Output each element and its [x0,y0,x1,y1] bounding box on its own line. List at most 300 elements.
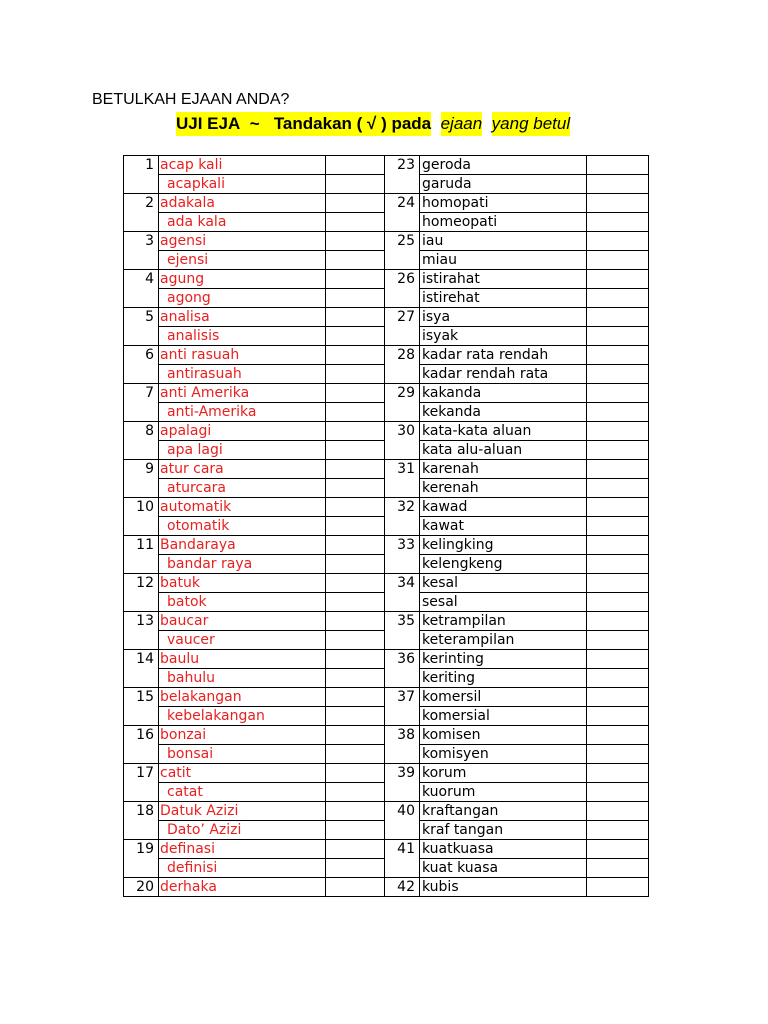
instruction-emphasis-yang-betul: yang betul [492,112,570,136]
question-number-text: 37 [397,689,415,705]
tick-box-a[interactable] [326,194,384,213]
spelling-options [420,232,587,270]
spelling-option-a: komersil [420,688,586,707]
question-row [124,536,649,574]
tick-answer-cell[interactable] [587,764,649,802]
question-number [124,422,159,460]
question-number-text: 39 [397,765,415,781]
spelling-option-a: bonzai [159,726,325,745]
spelling-option-b: batok [167,594,207,610]
question-row [124,840,649,878]
question-number-text: 9 [145,461,154,477]
tick-answer-cell[interactable] [326,346,385,384]
spelling-option-b: kebelakangan [167,708,265,724]
tick-box-a[interactable] [326,498,384,517]
tick-answer-cell[interactable] [587,878,649,897]
tick-box-b[interactable] [326,251,384,269]
question-number-text: 41 [397,841,415,857]
tick-box-b[interactable] [587,593,648,611]
spelling-option-b: aturcara [167,480,227,496]
tick-box-b[interactable] [326,859,384,877]
spelling-option-a: kawad [420,498,586,517]
tick-answer-cell[interactable] [326,308,385,346]
question-row [124,574,649,612]
question-number-text: 1 [145,157,154,173]
tick-box-a[interactable] [326,384,384,403]
tick-answer-cell[interactable] [326,270,385,308]
question-number [385,422,420,460]
question-number [124,802,159,840]
tick-box-b[interactable] [326,517,384,535]
question-number [124,688,159,726]
spelling-option-a: homopati [420,194,586,213]
tick-box-b[interactable] [587,403,648,421]
tick-box-a[interactable] [587,308,648,327]
spelling-options [159,688,326,726]
question-number-text: 40 [397,803,415,819]
tick-box-b[interactable] [587,479,648,497]
spelling-options [159,308,326,346]
spelling-option-a: kata-kata aluan [420,422,586,441]
spelling-option-a: belakangan [159,688,325,707]
spelling-option-a: catit [159,764,325,783]
spelling-option-a: baulu [159,650,325,669]
question-number-text: 31 [397,461,415,477]
tick-answer-cell[interactable] [587,688,649,726]
question-number [124,460,159,498]
tick-box-a[interactable] [326,840,384,859]
tick-box-a[interactable] [587,460,648,479]
spelling-options [159,802,326,840]
spelling-option-a: atur cara [159,460,325,479]
tick-box-a[interactable] [587,650,648,669]
tick-box-b[interactable] [326,669,384,687]
tick-box-b[interactable] [326,745,384,763]
question-row [124,688,649,726]
tick-answer-cell[interactable] [587,460,649,498]
spelling-option-b: apa lagi [167,442,223,458]
tick-box-b[interactable] [326,821,384,839]
tick-box-a[interactable] [587,878,648,896]
tick-answer-cell[interactable] [326,574,385,612]
tick-answer-cell[interactable] [326,840,385,878]
spelling-options [159,422,326,460]
tick-answer-cell[interactable] [587,232,649,270]
spelling-option-b: kuat kuasa [422,860,499,876]
spelling-options [159,270,326,308]
question-number [124,764,159,802]
question-row [124,764,649,802]
question-row [124,726,649,764]
spelling-options [159,764,326,802]
tick-box-a[interactable] [326,536,384,555]
tick-box-a[interactable] [326,574,384,593]
question-number [385,308,420,346]
spelling-option-a: isya [420,308,586,327]
spelling-options [159,536,326,574]
tick-answer-cell[interactable] [587,346,649,384]
spelling-option-a: kuatkuasa [420,840,586,859]
tick-box-a[interactable] [587,536,648,555]
tick-answer-cell[interactable] [326,194,385,232]
question-number [385,840,420,878]
spelling-option-a: derhaka [160,879,217,895]
spelling-options [420,156,587,194]
spelling-options [420,498,587,536]
spelling-options [420,840,587,878]
question-number [385,384,420,422]
tick-answer-cell[interactable] [587,612,649,650]
spelling-options [159,384,326,422]
question-number-text: 23 [397,157,415,173]
tick-box-b[interactable] [587,175,648,193]
spelling-option-b: acapkali [167,176,225,192]
spelling-options [420,764,587,802]
question-number [385,878,420,897]
tick-box-b[interactable] [326,289,384,307]
tick-box-b[interactable] [326,707,384,725]
spelling-option-b: kuorum [422,784,476,800]
tick-answer-cell[interactable] [587,156,649,194]
question-number [385,688,420,726]
tick-box-a[interactable] [326,612,384,631]
spelling-option-a: apalagi [159,422,325,441]
question-number-text: 28 [397,347,415,363]
tick-answer-cell[interactable] [326,650,385,688]
question-number [124,840,159,878]
spelling-option-b: komersial [422,708,490,724]
tick-answer-cell[interactable] [587,650,649,688]
question-number-text: 29 [397,385,415,401]
question-number [385,460,420,498]
spelling-option-b: otomatik [167,518,230,534]
tick-box-a[interactable] [326,270,384,289]
spelling-option-a: kraftangan [420,802,586,821]
tick-answer-cell[interactable] [587,422,649,460]
tick-answer-cell[interactable] [587,194,649,232]
tick-answer-cell[interactable] [326,384,385,422]
tick-answer-cell[interactable] [587,498,649,536]
tick-box-a[interactable] [587,802,648,821]
spelling-options [159,460,326,498]
spelling-options [159,726,326,764]
tick-box-b[interactable] [587,783,648,801]
tick-box-b[interactable] [587,555,648,573]
spelling-option-a: analisa [159,308,325,327]
question-number [124,612,159,650]
spelling-options [159,156,326,194]
question-row [124,308,649,346]
question-row [124,460,649,498]
spelling-option-b: vaucer [167,632,215,648]
spelling-option-a: Bandaraya [159,536,325,555]
question-number [385,764,420,802]
spelling-option-b: homeopati [422,214,498,230]
tick-box-b[interactable] [326,631,384,649]
tick-box-a[interactable] [587,764,648,783]
spelling-options [159,498,326,536]
spelling-option-b: ada kala [167,214,227,230]
spelling-options [159,574,326,612]
spelling-options [420,536,587,574]
tick-box-b[interactable] [587,669,648,687]
tick-box-b[interactable] [587,631,648,649]
tick-box-b[interactable] [326,213,384,231]
instruction-text: Tandakan ( √ ) pada [274,112,431,136]
question-row [124,612,649,650]
instruction-test-label: UJI EJA [176,112,240,136]
spelling-option-b: keriting [422,670,476,686]
tick-box-a[interactable] [326,764,384,783]
tick-answer-cell[interactable] [326,460,385,498]
worksheet-instruction [176,112,570,136]
tick-box-a[interactable] [587,726,648,745]
question-row [124,650,649,688]
tick-box-a[interactable] [587,156,648,175]
question-number [124,498,159,536]
spelling-option-a: kesal [420,574,586,593]
spelling-options [420,726,587,764]
spelling-test-table [123,155,649,897]
tick-box-a[interactable] [587,346,648,365]
question-number [124,270,159,308]
question-number-text: 2 [145,195,154,211]
question-number-text: 17 [136,765,154,781]
question-number [385,612,420,650]
tick-box-a[interactable] [587,422,648,441]
spelling-option-a: karenah [420,460,586,479]
question-number-text: 18 [136,803,154,819]
question-row [124,270,649,308]
spelling-option-a: kakanda [420,384,586,403]
spelling-option-a: agung [159,270,325,289]
question-row [124,232,649,270]
tick-box-a[interactable] [326,460,384,479]
question-number-text: 19 [136,841,154,857]
question-number [385,194,420,232]
tick-box-b[interactable] [587,441,648,459]
question-row [124,384,649,422]
spelling-option-a: Datuk Azizi [159,802,325,821]
worksheet-title: BETULKAH EJAAN ANDA? [92,91,290,108]
spelling-option-a: kubis [422,879,459,895]
spelling-options [420,460,587,498]
spelling-option-b: bahulu [167,670,215,686]
tick-box-a[interactable] [587,840,648,859]
spelling-option-a: definasi [159,840,325,859]
tick-box-a[interactable] [587,612,648,631]
tick-box-a[interactable] [326,346,384,365]
tick-box-a[interactable] [326,688,384,707]
tick-box-a[interactable] [587,270,648,289]
question-number [385,726,420,764]
spelling-option-b: Dato’ Azizi [167,822,242,838]
question-number-text: 27 [397,309,415,325]
tick-answer-cell[interactable] [587,574,649,612]
tick-box-b[interactable] [326,365,384,383]
spelling-option-a: geroda [420,156,586,175]
question-number-text: 35 [397,613,415,629]
question-row [124,878,649,897]
question-number-text: 34 [397,575,415,591]
tick-answer-cell[interactable] [326,232,385,270]
question-number-text: 38 [397,727,415,743]
question-number-text: 10 [136,499,154,515]
question-number [124,726,159,764]
tick-box-a[interactable] [326,422,384,441]
tick-answer-cell[interactable] [326,764,385,802]
spelling-options [159,232,326,270]
tick-box-a[interactable] [587,384,648,403]
tick-answer-cell[interactable] [326,726,385,764]
spelling-option-a: iau [420,232,586,251]
tick-answer-cell[interactable] [326,878,385,897]
spelling-option-b: kadar rendah rata [422,366,549,382]
question-number [385,802,420,840]
question-number-text: 20 [136,879,154,895]
question-number-text: 25 [397,233,415,249]
spelling-option-a: kerinting [420,650,586,669]
question-number [385,232,420,270]
spelling-options [420,422,587,460]
spelling-options [420,194,587,232]
tick-answer-cell[interactable] [326,688,385,726]
question-number-text: 15 [136,689,154,705]
spelling-option-a: agensi [159,232,325,251]
spelling-option-b: definisi [167,860,218,876]
tick-box-a[interactable] [587,232,648,251]
spelling-options [420,612,587,650]
question-number-text: 3 [145,233,154,249]
tick-box-a[interactable] [326,232,384,251]
tick-answer-cell[interactable] [587,308,649,346]
tick-box-b[interactable] [587,289,648,307]
question-number-text: 13 [136,613,154,629]
spelling-option-a: automatik [159,498,325,517]
question-number-text: 12 [136,575,154,591]
spelling-option-a: komisen [420,726,586,745]
tick-box-b[interactable] [326,479,384,497]
tick-answer-cell[interactable] [587,726,649,764]
tick-answer-cell[interactable] [587,384,649,422]
tick-box-b[interactable] [326,403,384,421]
question-row [124,156,649,194]
spelling-option-b: kata alu-aluan [422,442,523,458]
tick-box-a[interactable] [587,688,648,707]
tick-box-b[interactable] [587,707,648,725]
question-number-text: 14 [136,651,154,667]
tick-box-b[interactable] [587,213,648,231]
spelling-option-a: acap kali [159,156,325,175]
spelling-option-b: komisyen [422,746,489,762]
tick-answer-cell[interactable] [326,536,385,574]
tick-answer-cell[interactable] [587,536,649,574]
tick-answer-cell[interactable] [587,270,649,308]
tick-box-b[interactable] [587,517,648,535]
tick-answer-cell[interactable] [587,840,649,878]
tick-box-a[interactable] [326,878,384,896]
spelling-option-b: kelengkeng [422,556,503,572]
tick-box-b[interactable] [587,251,648,269]
question-number-text: 8 [145,423,154,439]
spelling-option-b: bandar raya [167,556,253,572]
tick-box-a[interactable] [326,802,384,821]
spelling-options [159,346,326,384]
spelling-options [159,612,326,650]
tick-box-a[interactable] [587,574,648,593]
question-number-text: 16 [136,727,154,743]
tick-box-b[interactable] [326,593,384,611]
spelling-option-b: istirehat [422,290,480,306]
tick-box-a[interactable] [326,650,384,669]
spelling-options [420,650,587,688]
question-number-text: 4 [145,271,154,287]
question-number [385,650,420,688]
question-number [124,574,159,612]
question-row [124,802,649,840]
spelling-options [159,194,326,232]
tick-box-a[interactable] [326,726,384,745]
instruction-separator: ~ [250,112,260,136]
question-row [124,498,649,536]
spelling-option-a: anti Amerika [159,384,325,403]
spelling-option-b: miau [422,252,457,268]
tick-answer-cell[interactable] [587,802,649,840]
question-number [124,536,159,574]
spelling-option-b: kekanda [422,404,482,420]
question-number [385,346,420,384]
tick-box-a[interactable] [587,498,648,517]
spelling-option-b: isyak [422,328,459,344]
spelling-option-a: anti rasuah [159,346,325,365]
tick-answer-cell[interactable] [326,156,385,194]
spelling-option-b: kawat [422,518,464,534]
spelling-options [159,840,326,878]
tick-box-b[interactable] [587,327,648,345]
tick-answer-cell[interactable] [326,422,385,460]
question-number-text: 30 [397,423,415,439]
tick-box-b[interactable] [326,555,384,573]
spelling-option-a: korum [420,764,586,783]
spelling-option-a: kelingking [420,536,586,555]
tick-box-b[interactable] [326,441,384,459]
tick-box-b[interactable] [587,821,648,839]
tick-answer-cell[interactable] [326,802,385,840]
question-number [124,308,159,346]
tick-box-a[interactable] [326,308,384,327]
question-number-text: 5 [145,309,154,325]
tick-answer-cell[interactable] [326,498,385,536]
spelling-option-b: anti-Amerika [167,404,257,420]
tick-box-b[interactable] [326,175,384,193]
tick-box-b[interactable] [326,783,384,801]
question-number [124,878,159,897]
question-row [124,194,649,232]
spelling-option-b: catat [167,784,203,800]
spelling-options [420,878,587,897]
spelling-options [420,308,587,346]
tick-box-b[interactable] [587,859,648,877]
spelling-options [420,384,587,422]
tick-box-b[interactable] [326,327,384,345]
question-number [385,574,420,612]
tick-box-a[interactable] [326,156,384,175]
tick-box-a[interactable] [587,194,648,213]
spelling-option-b: kraf tangan [422,822,504,838]
tick-answer-cell[interactable] [326,612,385,650]
tick-box-b[interactable] [587,745,648,763]
tick-box-b[interactable] [587,365,648,383]
